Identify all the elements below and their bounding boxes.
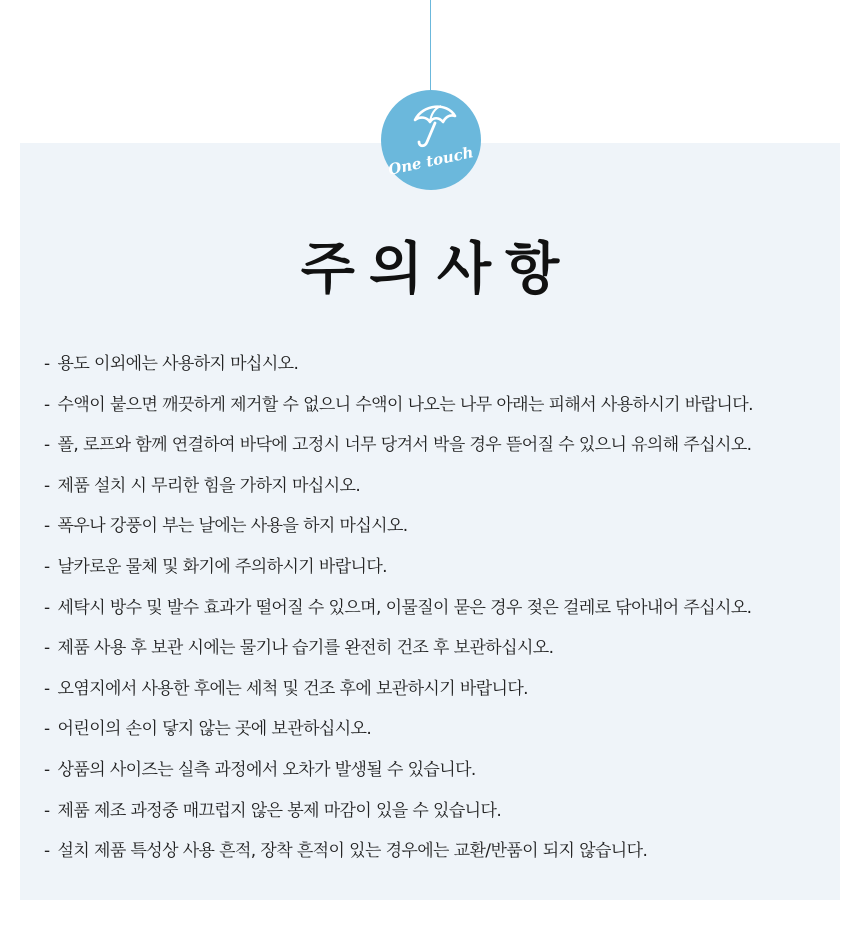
bullet-dash: -	[44, 394, 50, 415]
bullet-dash: -	[44, 678, 50, 699]
item-text: 폭우나 강풍이 부는 날에는 사용을 하지 마십시오.	[57, 516, 408, 537]
umbrella-icon	[381, 90, 481, 190]
bullet-dash: -	[44, 800, 50, 821]
svg-text:One touch: One touch	[386, 143, 476, 179]
list-item	[44, 592, 753, 633]
list-item	[44, 632, 753, 673]
item-text: 어린이의 손이 닿지 않는 곳에 보관하십시오.	[57, 719, 372, 740]
list-item	[44, 429, 753, 470]
item-text: 오염지에서 사용한 후에는 세척 및 건조 후에 보관하시기 바랍니다.	[57, 678, 528, 699]
bullet-dash: -	[44, 638, 50, 659]
bullet-dash: -	[44, 597, 50, 618]
bullet-dash: -	[44, 435, 50, 456]
item-text: 제품 사용 후 보관 시에는 물기나 습기를 완전히 건조 후 보관하십시오.	[57, 638, 554, 659]
item-text: 용도 이외에는 사용하지 마십시오.	[57, 354, 299, 374]
item-text: 설치 제품 특성상 사용 흔적, 장착 흔적이 있는 경우에는 교환/반품이 되지 않습니다.	[57, 841, 648, 862]
brand-logo	[381, 90, 481, 190]
bullet-dash: -	[44, 759, 50, 780]
list-item	[44, 348, 753, 389]
item-text: 제품 설치 시 무리한 힘을 가하지 마십시오.	[57, 475, 361, 496]
page-title: 주의사항	[300, 237, 574, 302]
list-item	[44, 389, 753, 430]
bullet-dash: -	[44, 354, 50, 374]
list-item	[44, 551, 753, 592]
item-text: 수액이 붙으면 깨끗하게 제거할 수 없으니 수액이 나오는 나무 아래는 피해서 사용하시기 바랍니다.	[57, 394, 753, 415]
caution-list	[44, 348, 753, 876]
item-text: 세탁시 방수 및 발수 효과가 떨어질 수 있으며, 이물질이 묻은 경우 젖은 걸레로 닦아내어 주십시오.	[57, 597, 752, 618]
list-item	[44, 713, 753, 754]
list-item	[44, 795, 753, 836]
item-text: 폴, 로프와 함께 연결하여 바닥에 고정시 너무 당겨서 박을 경우 뜯어질 수 있으니 유의해 주십시오.	[57, 435, 752, 456]
bullet-dash: -	[44, 841, 50, 862]
item-text: 상품의 사이즈는 실측 과정에서 오차가 발생될 수 있습니다.	[57, 759, 476, 780]
hanging-line	[430, 0, 431, 96]
list-item	[44, 835, 753, 876]
bullet-dash: -	[44, 719, 50, 740]
list-item	[44, 470, 753, 511]
item-text: 제품 제조 과정중 매끄럽지 않은 봉제 마감이 있을 수 있습니다.	[57, 800, 502, 821]
list-item	[44, 673, 753, 714]
bullet-dash: -	[44, 516, 50, 537]
item-text: 날카로운 물체 및 화기에 주의하시기 바랍니다.	[57, 556, 387, 577]
bullet-dash: -	[44, 556, 50, 577]
bullet-dash: -	[44, 475, 50, 496]
list-item	[44, 754, 753, 795]
list-item	[44, 510, 753, 551]
